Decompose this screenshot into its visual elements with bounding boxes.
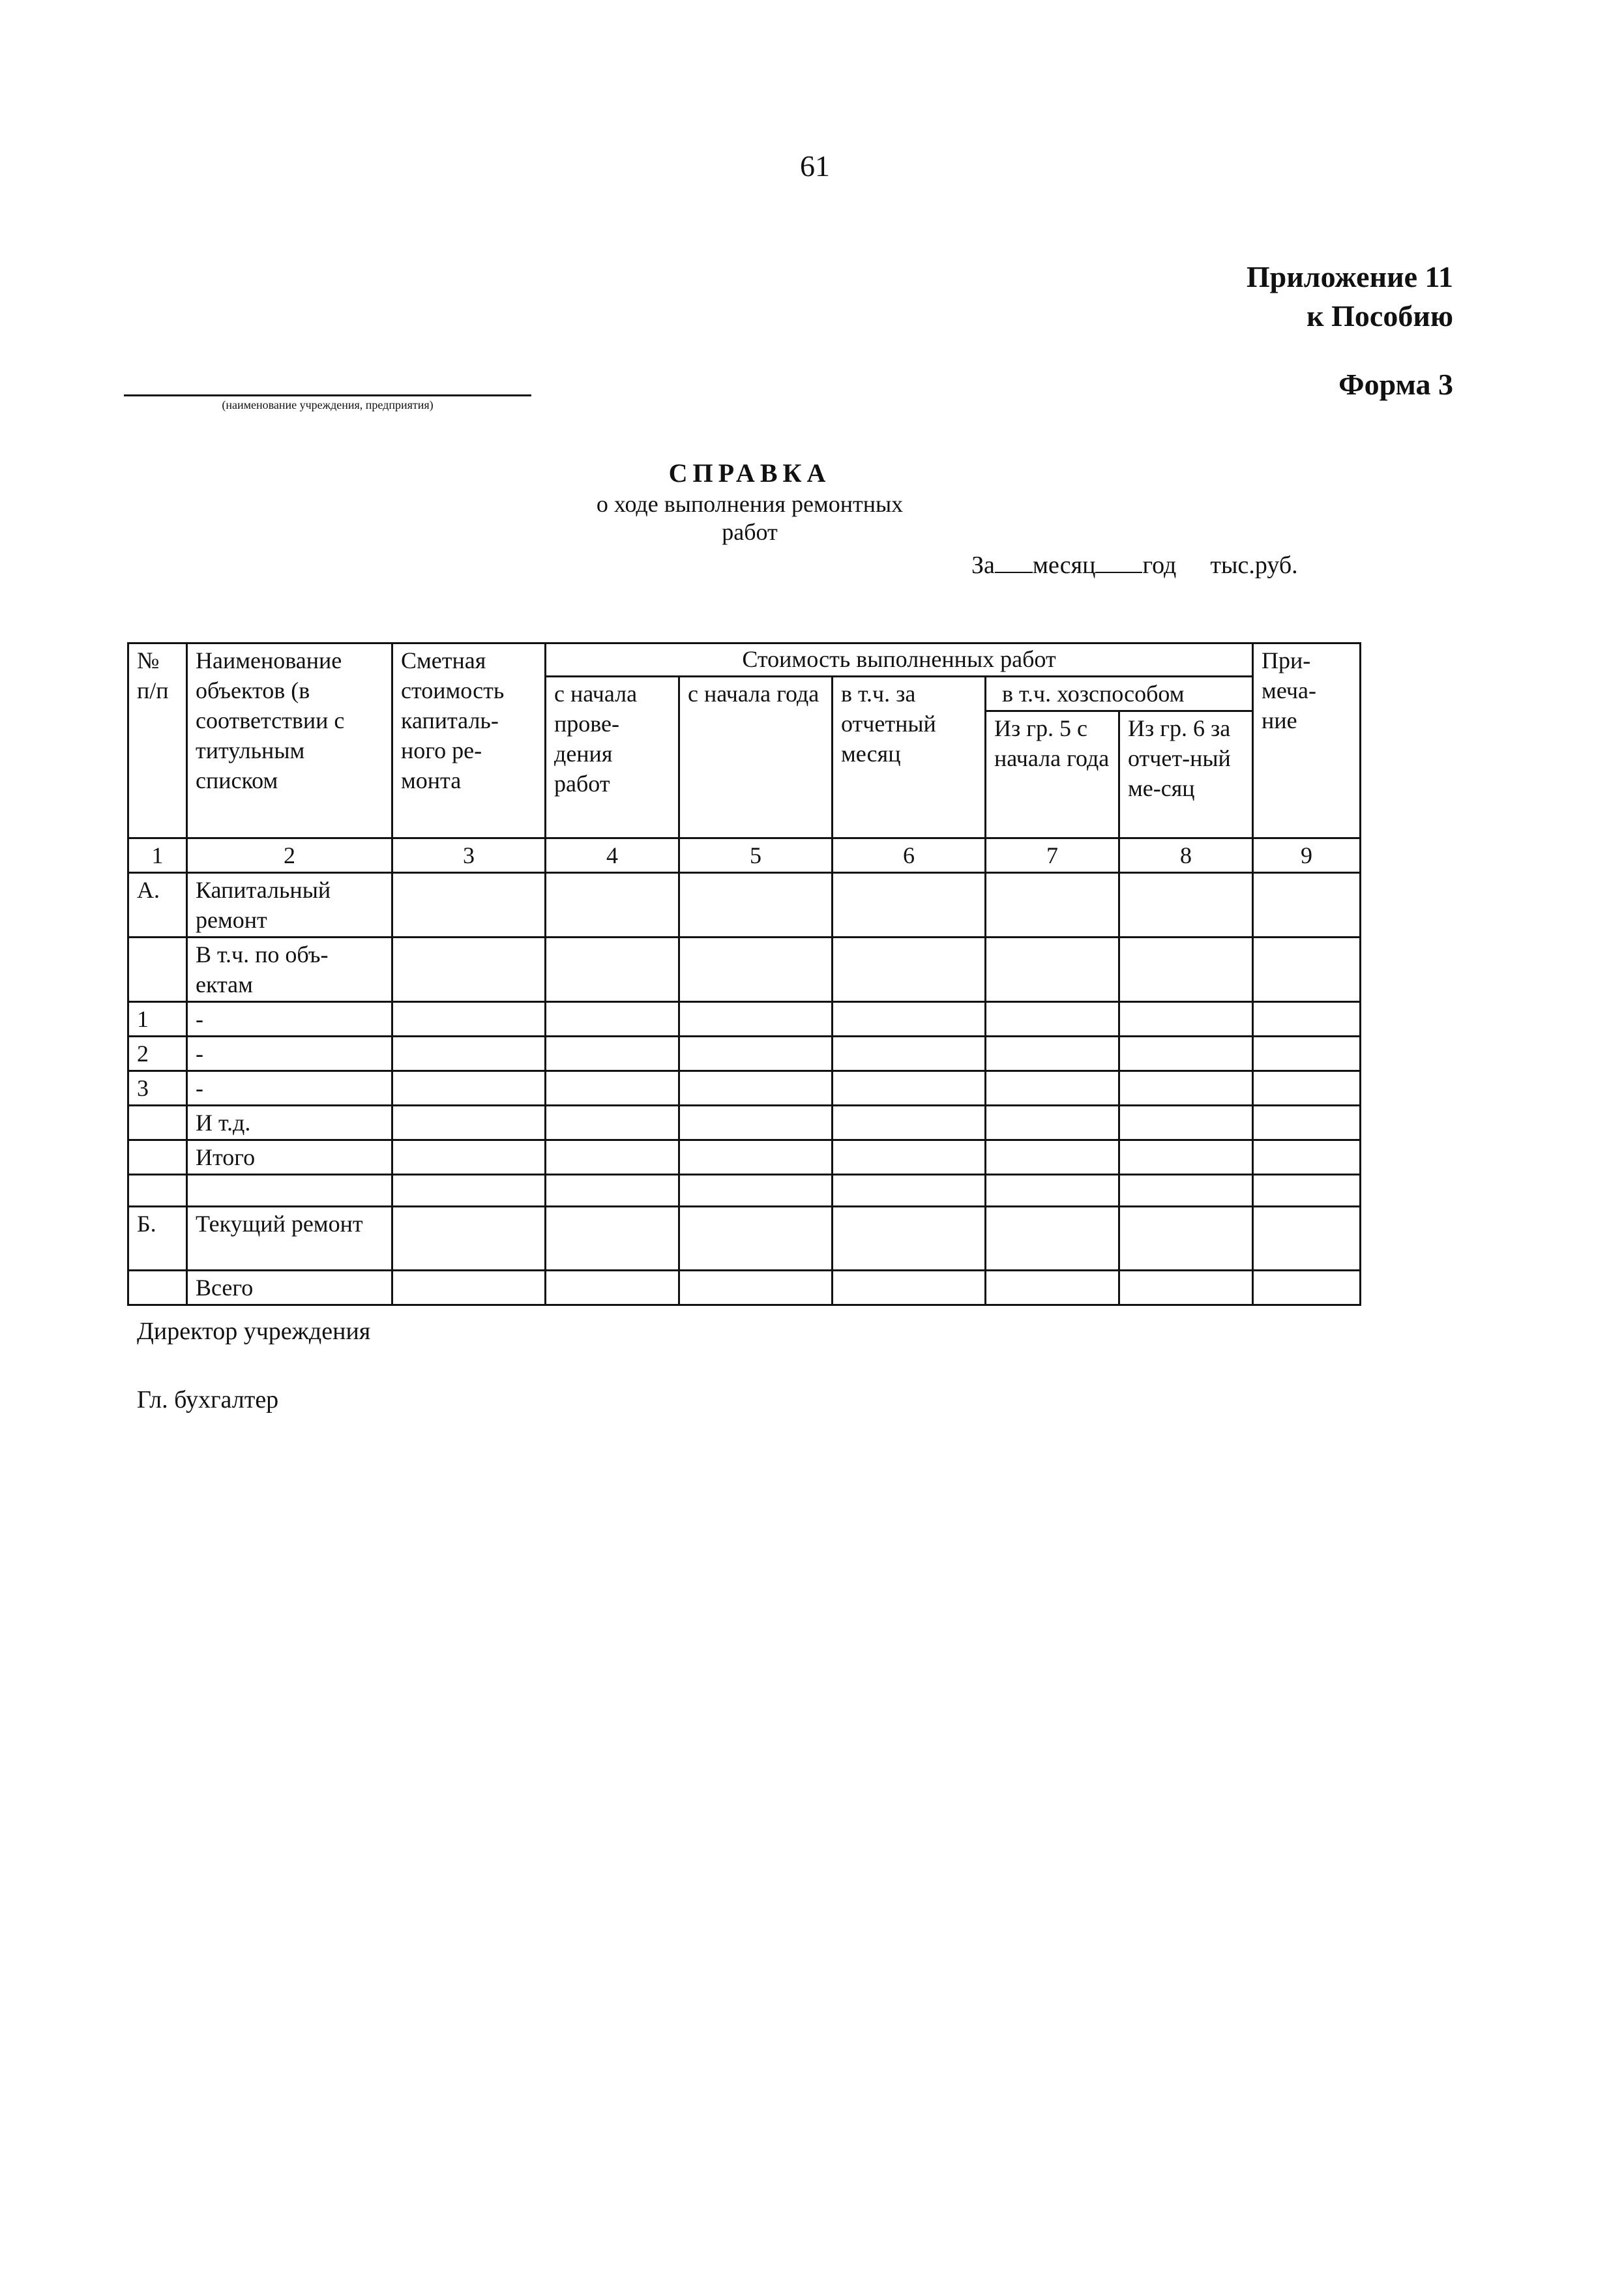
data-cell[interactable] <box>679 1207 833 1271</box>
data-cell[interactable] <box>1253 1106 1361 1140</box>
report-period <box>971 551 1298 580</box>
data-cell[interactable] <box>392 1037 546 1071</box>
data-cell[interactable] <box>833 938 986 1002</box>
header-object-name: Наименование объектов (в соответствии с титульным списком <box>187 643 392 838</box>
data-cell[interactable] <box>392 1207 546 1271</box>
table-row <box>128 1002 1361 1037</box>
data-cell[interactable] <box>986 1002 1119 1037</box>
data-cell[interactable] <box>833 1037 986 1071</box>
data-cell[interactable] <box>546 1106 679 1140</box>
period-month-word: месяц <box>1032 552 1096 579</box>
header-reporting-month: в т.ч. за отчетный месяц <box>833 677 986 838</box>
column-number: 5 <box>679 838 833 873</box>
row-name: - <box>187 1037 392 1071</box>
table-row <box>128 1106 1361 1140</box>
data-cell[interactable] <box>986 1037 1119 1071</box>
data-cell[interactable] <box>833 873 986 938</box>
data-cell[interactable] <box>833 1106 986 1140</box>
data-cell[interactable] <box>546 1037 679 1071</box>
table-row <box>128 1207 1361 1271</box>
data-cell[interactable] <box>1119 1037 1253 1071</box>
column-numbers-row <box>128 838 1361 873</box>
data-cell[interactable] <box>679 938 833 1002</box>
data-cell[interactable] <box>546 873 679 938</box>
data-cell[interactable] <box>1119 938 1253 1002</box>
data-cell[interactable] <box>1253 1175 1361 1207</box>
row-name <box>187 1175 392 1207</box>
data-cell[interactable] <box>679 1175 833 1207</box>
row-number: А. <box>128 873 187 938</box>
data-cell[interactable] <box>1253 1271 1361 1305</box>
data-cell[interactable] <box>1253 938 1361 1002</box>
organization-name-line <box>124 394 531 396</box>
row-number: 1 <box>128 1002 187 1037</box>
data-cell[interactable] <box>986 1175 1119 1207</box>
data-cell[interactable] <box>1119 873 1253 938</box>
header-note: При-меча-ние <box>1253 643 1361 838</box>
data-cell[interactable] <box>986 1207 1119 1271</box>
row-number: 2 <box>128 1037 187 1071</box>
data-cell[interactable] <box>833 1207 986 1271</box>
page-number: 61 <box>800 149 830 183</box>
month-blank <box>995 572 1033 573</box>
data-cell[interactable] <box>1119 1271 1253 1305</box>
table-row <box>128 1271 1361 1305</box>
row-number: Б. <box>128 1207 187 1271</box>
data-cell[interactable] <box>679 873 833 938</box>
table-row <box>128 1140 1361 1175</box>
data-cell[interactable] <box>1253 1002 1361 1037</box>
table-row <box>128 1071 1361 1106</box>
data-cell[interactable] <box>986 873 1119 938</box>
data-cell[interactable] <box>679 1002 833 1037</box>
data-cell[interactable] <box>679 1071 833 1106</box>
data-cell[interactable] <box>546 938 679 1002</box>
data-cell[interactable] <box>392 1175 546 1207</box>
data-cell[interactable] <box>986 1106 1119 1140</box>
data-cell[interactable] <box>546 1071 679 1106</box>
column-number: 6 <box>833 838 986 873</box>
appendix-title: Приложение 11 <box>1246 260 1453 293</box>
data-cell[interactable] <box>546 1002 679 1037</box>
data-cell[interactable] <box>392 873 546 938</box>
data-cell[interactable] <box>679 1037 833 1071</box>
data-cell[interactable] <box>546 1207 679 1271</box>
row-name: В т.ч. по объ-ектам <box>187 938 392 1002</box>
column-number: 9 <box>1253 838 1361 873</box>
data-cell[interactable] <box>546 1175 679 1207</box>
data-cell[interactable] <box>392 1140 546 1175</box>
data-cell[interactable] <box>986 938 1119 1002</box>
column-number: 3 <box>392 838 546 873</box>
row-number <box>128 938 187 1002</box>
data-cell[interactable] <box>1119 1106 1253 1140</box>
appendix-subtitle: к Пособию <box>1307 299 1453 333</box>
data-cell[interactable] <box>1253 1140 1361 1175</box>
data-cell[interactable] <box>986 1271 1119 1305</box>
repair-works-table <box>127 642 1361 1306</box>
table-row <box>128 1037 1361 1071</box>
row-name: Итого <box>187 1140 392 1175</box>
data-cell[interactable] <box>392 938 546 1002</box>
data-cell[interactable] <box>392 1106 546 1140</box>
data-cell[interactable] <box>679 1106 833 1140</box>
period-units: тыс.руб. <box>1210 552 1298 579</box>
data-cell[interactable] <box>833 1175 986 1207</box>
data-cell[interactable] <box>679 1140 833 1175</box>
table-row <box>128 873 1361 938</box>
row-name: Капитальный ремонт <box>187 873 392 938</box>
header-group-work-cost: Стоимость выполненных работ <box>546 643 1253 677</box>
data-cell[interactable] <box>546 1140 679 1175</box>
column-number: 1 <box>128 838 187 873</box>
header-estimated-cost: Сметная стоимость капиталь-ного ре-монта <box>392 643 546 838</box>
column-number: 8 <box>1119 838 1253 873</box>
row-number: 3 <box>128 1071 187 1106</box>
row-name: - <box>187 1071 392 1106</box>
data-cell[interactable] <box>1119 1140 1253 1175</box>
data-cell[interactable] <box>1119 1207 1253 1271</box>
data-cell[interactable] <box>1253 873 1361 938</box>
data-cell[interactable] <box>1253 1071 1361 1106</box>
column-number: 2 <box>187 838 392 873</box>
data-cell[interactable] <box>679 1271 833 1305</box>
organization-caption: (наименование учреждения, предприятия) <box>222 398 434 411</box>
data-cell[interactable] <box>1253 1037 1361 1071</box>
header-row-number: № п/п <box>128 643 187 838</box>
row-name: - <box>187 1002 392 1037</box>
period-year-word: год <box>1142 552 1177 579</box>
header-since-year-start: с начала года <box>679 677 833 838</box>
header-col7: Из гр. 5 с начала года <box>986 711 1119 838</box>
header-col8: Из гр. 6 за отчет-ный ме-сяц <box>1119 711 1253 838</box>
year-blank <box>1095 572 1142 573</box>
document-subtitle-line-1: о ходе выполнения ремонтных <box>596 491 904 517</box>
table-row <box>128 938 1361 1002</box>
column-number: 7 <box>986 838 1119 873</box>
accountant-signature-label: Гл. бухгалтер <box>137 1386 279 1413</box>
data-cell[interactable] <box>1119 1002 1253 1037</box>
document-subtitle-line-2: работ <box>722 519 778 545</box>
header-since-start: с начала прове-дения работ <box>546 677 679 838</box>
data-cell[interactable] <box>392 1271 546 1305</box>
data-cell[interactable] <box>546 1271 679 1305</box>
row-number <box>128 1140 187 1175</box>
row-name: Всего <box>187 1271 392 1305</box>
data-cell[interactable] <box>1119 1071 1253 1106</box>
data-cell[interactable] <box>986 1140 1119 1175</box>
table-row <box>128 1175 1361 1207</box>
form-label: Форма 3 <box>1338 368 1453 401</box>
header-group-in-house: в т.ч. хозспособом <box>986 677 1253 711</box>
period-prefix: За <box>971 552 995 579</box>
data-cell[interactable] <box>986 1071 1119 1106</box>
director-signature-label: Директор учреждения <box>137 1318 371 1345</box>
data-cell[interactable] <box>833 1140 986 1175</box>
data-cell[interactable] <box>1253 1207 1361 1271</box>
row-number <box>128 1271 187 1305</box>
row-name: Текущий ремонт <box>187 1207 392 1271</box>
data-cell[interactable] <box>1119 1175 1253 1207</box>
data-cell[interactable] <box>833 1071 986 1106</box>
data-cell[interactable] <box>392 1071 546 1106</box>
row-number <box>128 1175 187 1207</box>
data-cell[interactable] <box>833 1002 986 1037</box>
row-name: И т.д. <box>187 1106 392 1140</box>
row-number <box>128 1106 187 1140</box>
data-cell[interactable] <box>392 1002 546 1037</box>
data-cell[interactable] <box>833 1271 986 1305</box>
column-number: 4 <box>546 838 679 873</box>
document-title: СПРАВКА <box>668 458 831 488</box>
